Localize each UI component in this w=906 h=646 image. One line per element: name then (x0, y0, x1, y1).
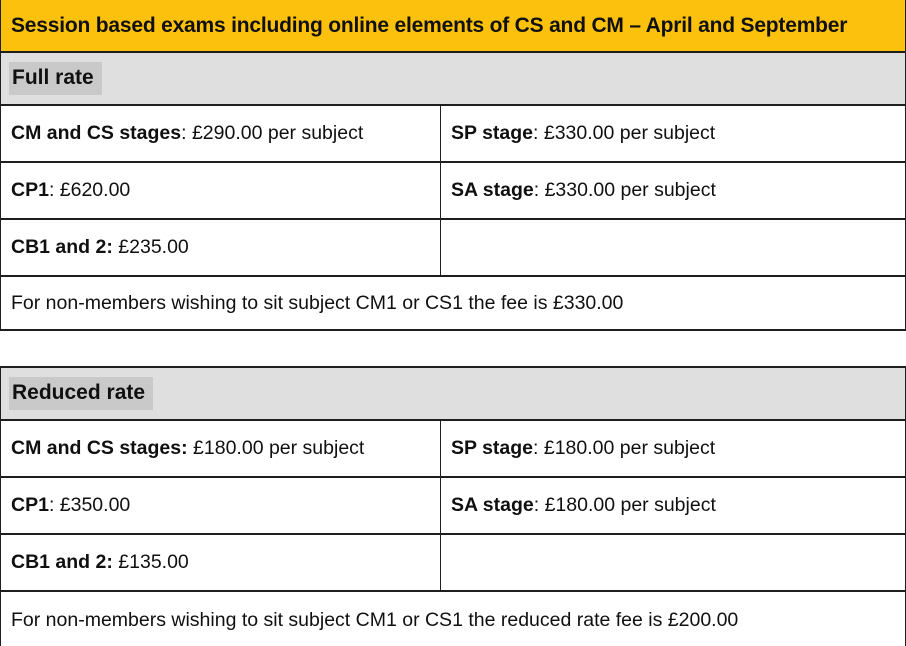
fee-label: CB1 and 2: (11, 236, 113, 258)
fee-label: CB1 and 2: (11, 551, 113, 573)
fee-value: : £180.00 per subject (533, 437, 716, 459)
fee-label: CM and CS stages (11, 122, 182, 144)
fee-value: £180.00 per subject (187, 437, 365, 459)
fee-value: £135.00 (112, 551, 189, 573)
fee-cell-empty (441, 535, 905, 590)
fee-cell-sa-full (441, 163, 905, 218)
table-title-bar (1, 0, 905, 53)
fee-cell-sp-full (441, 106, 905, 161)
fee-label: SP stage (451, 122, 534, 144)
fee-cell-cm-cs-reduced (1, 421, 441, 476)
fee-value: : £350.00 (48, 494, 131, 516)
fee-cell-cp1-full (1, 163, 441, 218)
table-row (1, 163, 905, 220)
table-gap (0, 331, 906, 366)
fee-label: SP stage (451, 437, 534, 459)
table-row (1, 478, 905, 535)
fee-cell-cm-cs-full (1, 106, 441, 161)
fee-label: CP1 (11, 179, 49, 201)
fee-cell-cb1-full (1, 220, 441, 275)
table-title: Session based exams including online elements of CS and CM – April and September (11, 13, 848, 37)
reduced-rate-heading: Reduced rate (9, 377, 153, 410)
table-row (1, 535, 905, 592)
fee-label: SA stage (451, 494, 534, 516)
fee-label: SA stage (451, 179, 534, 201)
non-member-note: For non-members wishing to sit subject CM1 or CS1 the reduced rate fee is £200.00 (11, 608, 739, 631)
fee-value: : £330.00 per subject (533, 179, 716, 201)
fee-value: : £620.00 (48, 179, 131, 201)
fee-cell-sp-reduced (441, 421, 905, 476)
reduced-rate-table (0, 366, 906, 646)
fee-value: : £330.00 per subject (533, 122, 716, 144)
reduced-rate-section-header (1, 368, 905, 421)
fee-label: CP1 (11, 494, 49, 516)
table-row (1, 220, 905, 277)
table-row (1, 106, 905, 163)
full-rate-heading: Full rate (9, 62, 102, 95)
non-member-note: For non-members wishing to sit subject CM1 or CS1 the fee is £330.00 (11, 291, 624, 314)
fee-value: : £180.00 per subject (533, 494, 716, 516)
reduced-rate-note-row (1, 592, 905, 646)
fee-label: CM and CS stages: (11, 437, 188, 459)
full-rate-section-header (1, 53, 905, 106)
fee-cell-cb1-reduced (1, 535, 441, 590)
fee-value: £235.00 (112, 236, 189, 258)
fee-value: : £290.00 per subject (181, 122, 364, 144)
fee-cell-empty (441, 220, 905, 275)
table-row (1, 421, 905, 478)
full-rate-note-row (1, 277, 905, 331)
fee-cell-sa-reduced (441, 478, 905, 533)
fee-cell-cp1-reduced (1, 478, 441, 533)
